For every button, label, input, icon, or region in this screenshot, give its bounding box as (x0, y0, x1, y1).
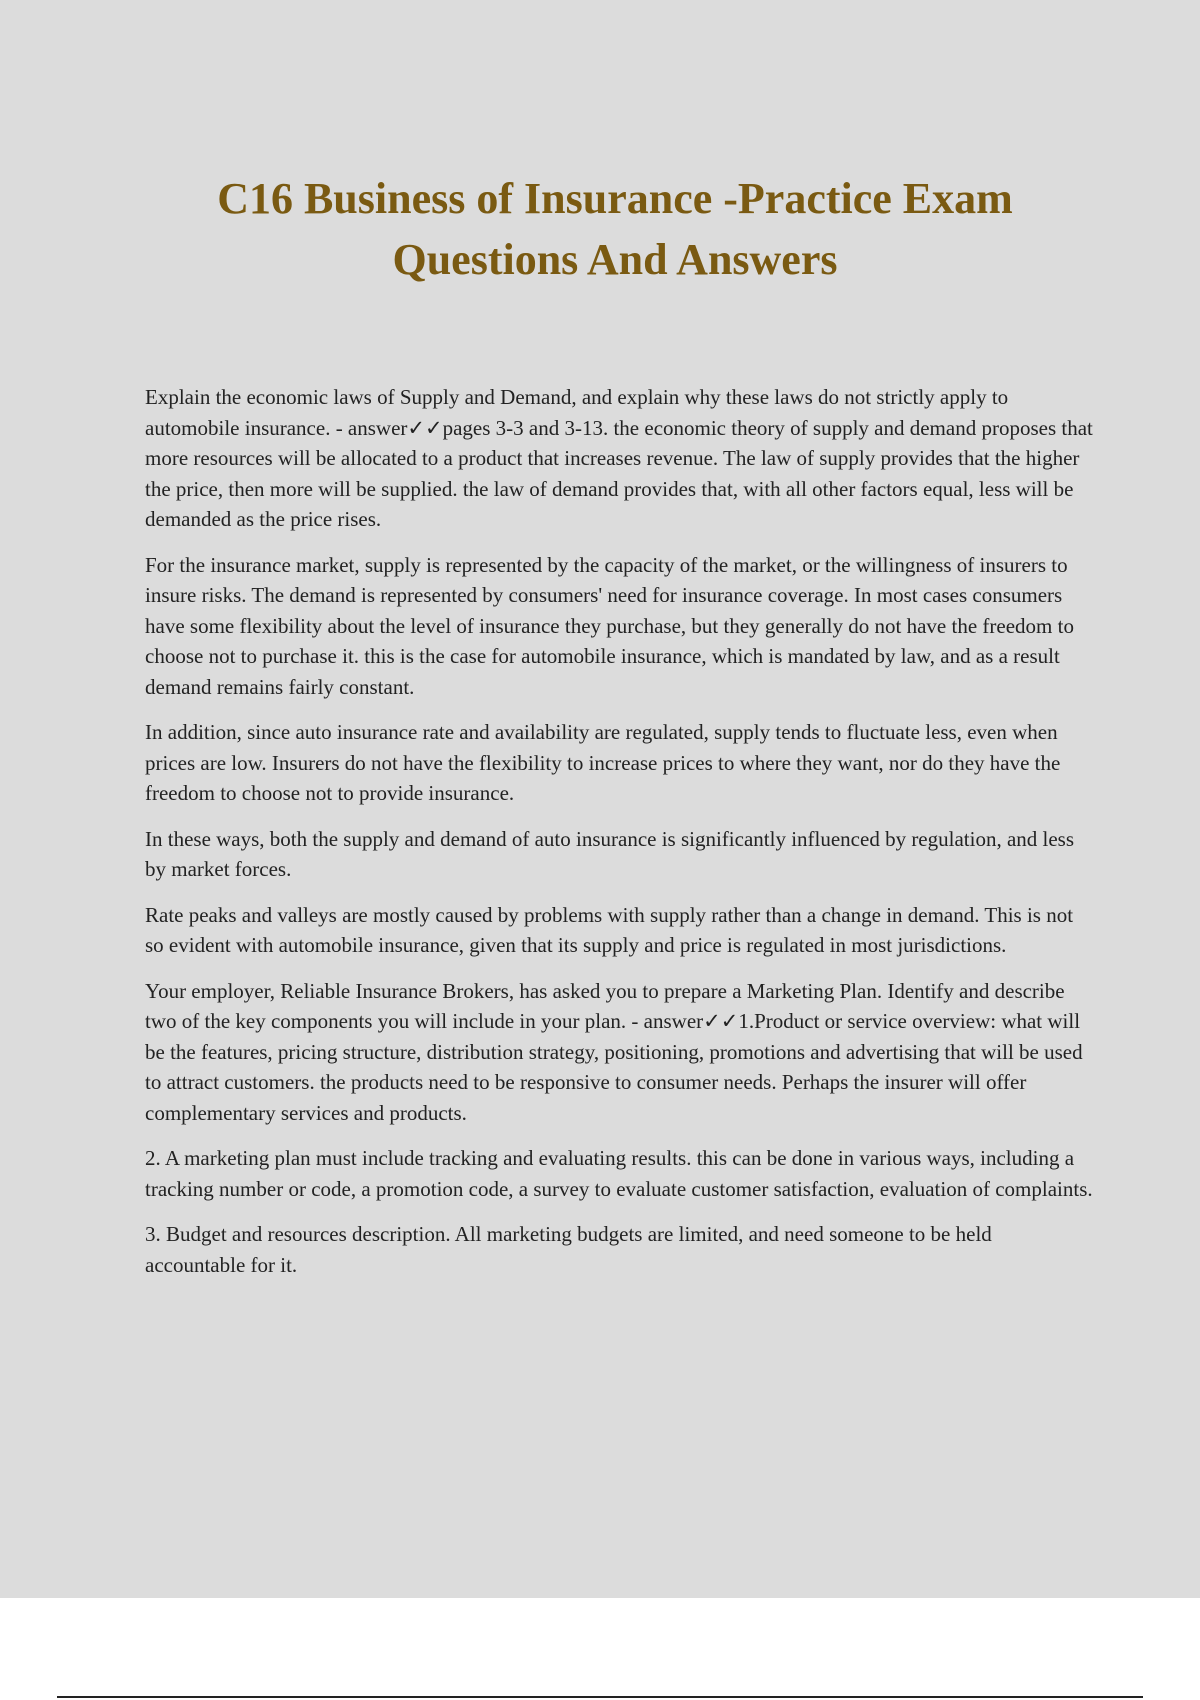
paragraph: Your employer, Reliable Insurance Brokers, has asked you to prepare a Marketing Plan. Identify and describe two of the key components you will include in your plan. - answer✓✓1.Product or service overview: what will be the features, pricing structure, distribution strategy, positioning, promotions and advertising that will be used to attract customers. the products need to be responsive to consumer needs. Perhaps the insurer will offer complementary services and products. (145, 978, 1083, 1125)
footer-divider (57, 1696, 1143, 1698)
paragraph: Rate peaks and valleys are mostly caused by problems with supply rather than a change in demand. This is not so evident with automobile insurance, given that its supply and price is regulated in most jurisdictions. (145, 902, 1074, 957)
document-body (145, 382, 1095, 1295)
paragraph: Explain the economic laws of Supply and Demand, and explain why these laws do not strictly apply to automobile insurance. - answer✓✓pages 3-3 and 3-13. the economic theory of supply and demand proposes that more resources will be allocated to a product that increases revenue. The law of supply provides that the higher the price, then more will be supplied. the law of demand provides that, with all other factors equal, less will be demanded as the price rises. (145, 385, 1093, 531)
paragraph: In these ways, both the supply and demand of auto insurance is significantly influenced by regulation, and less by market forces. (145, 826, 1075, 881)
document-title: C16 Business of Insurance -Practice Exam Questions And Answers (217, 174, 1013, 284)
paragraph: 2. A marketing plan must include tracking and evaluating results. this can be done in various ways, including a tracking number or code, a promotion code, a survey to evaluate customer satisfaction, evaluation of complaints. (145, 1146, 1093, 1201)
paragraph: 3. Budget and resources description. All marketing budgets are limited, and need someone to be held accountable for it. (145, 1222, 992, 1277)
paragraph: For the insurance market, supply is represented by the capacity of the market, or the willingness of insurers to insure risks. The demand is represented by consumers' need for insurance coverage. In most cases consumers have some flexibility about the level of insurance they purchase, but they generally do not have the freedom to choose not to purchase it. this is the case for automobile insurance, which is mandated by law, and as a result demand remains fairly constant. (145, 552, 1074, 699)
paragraph: In addition, since auto insurance rate and availability are regulated, supply tends to fluctuate less, even when prices are low. Insurers do not have the flexibility to increase prices to where they want, nor do they have the freedom to choose not to provide insurance. (145, 720, 1061, 805)
